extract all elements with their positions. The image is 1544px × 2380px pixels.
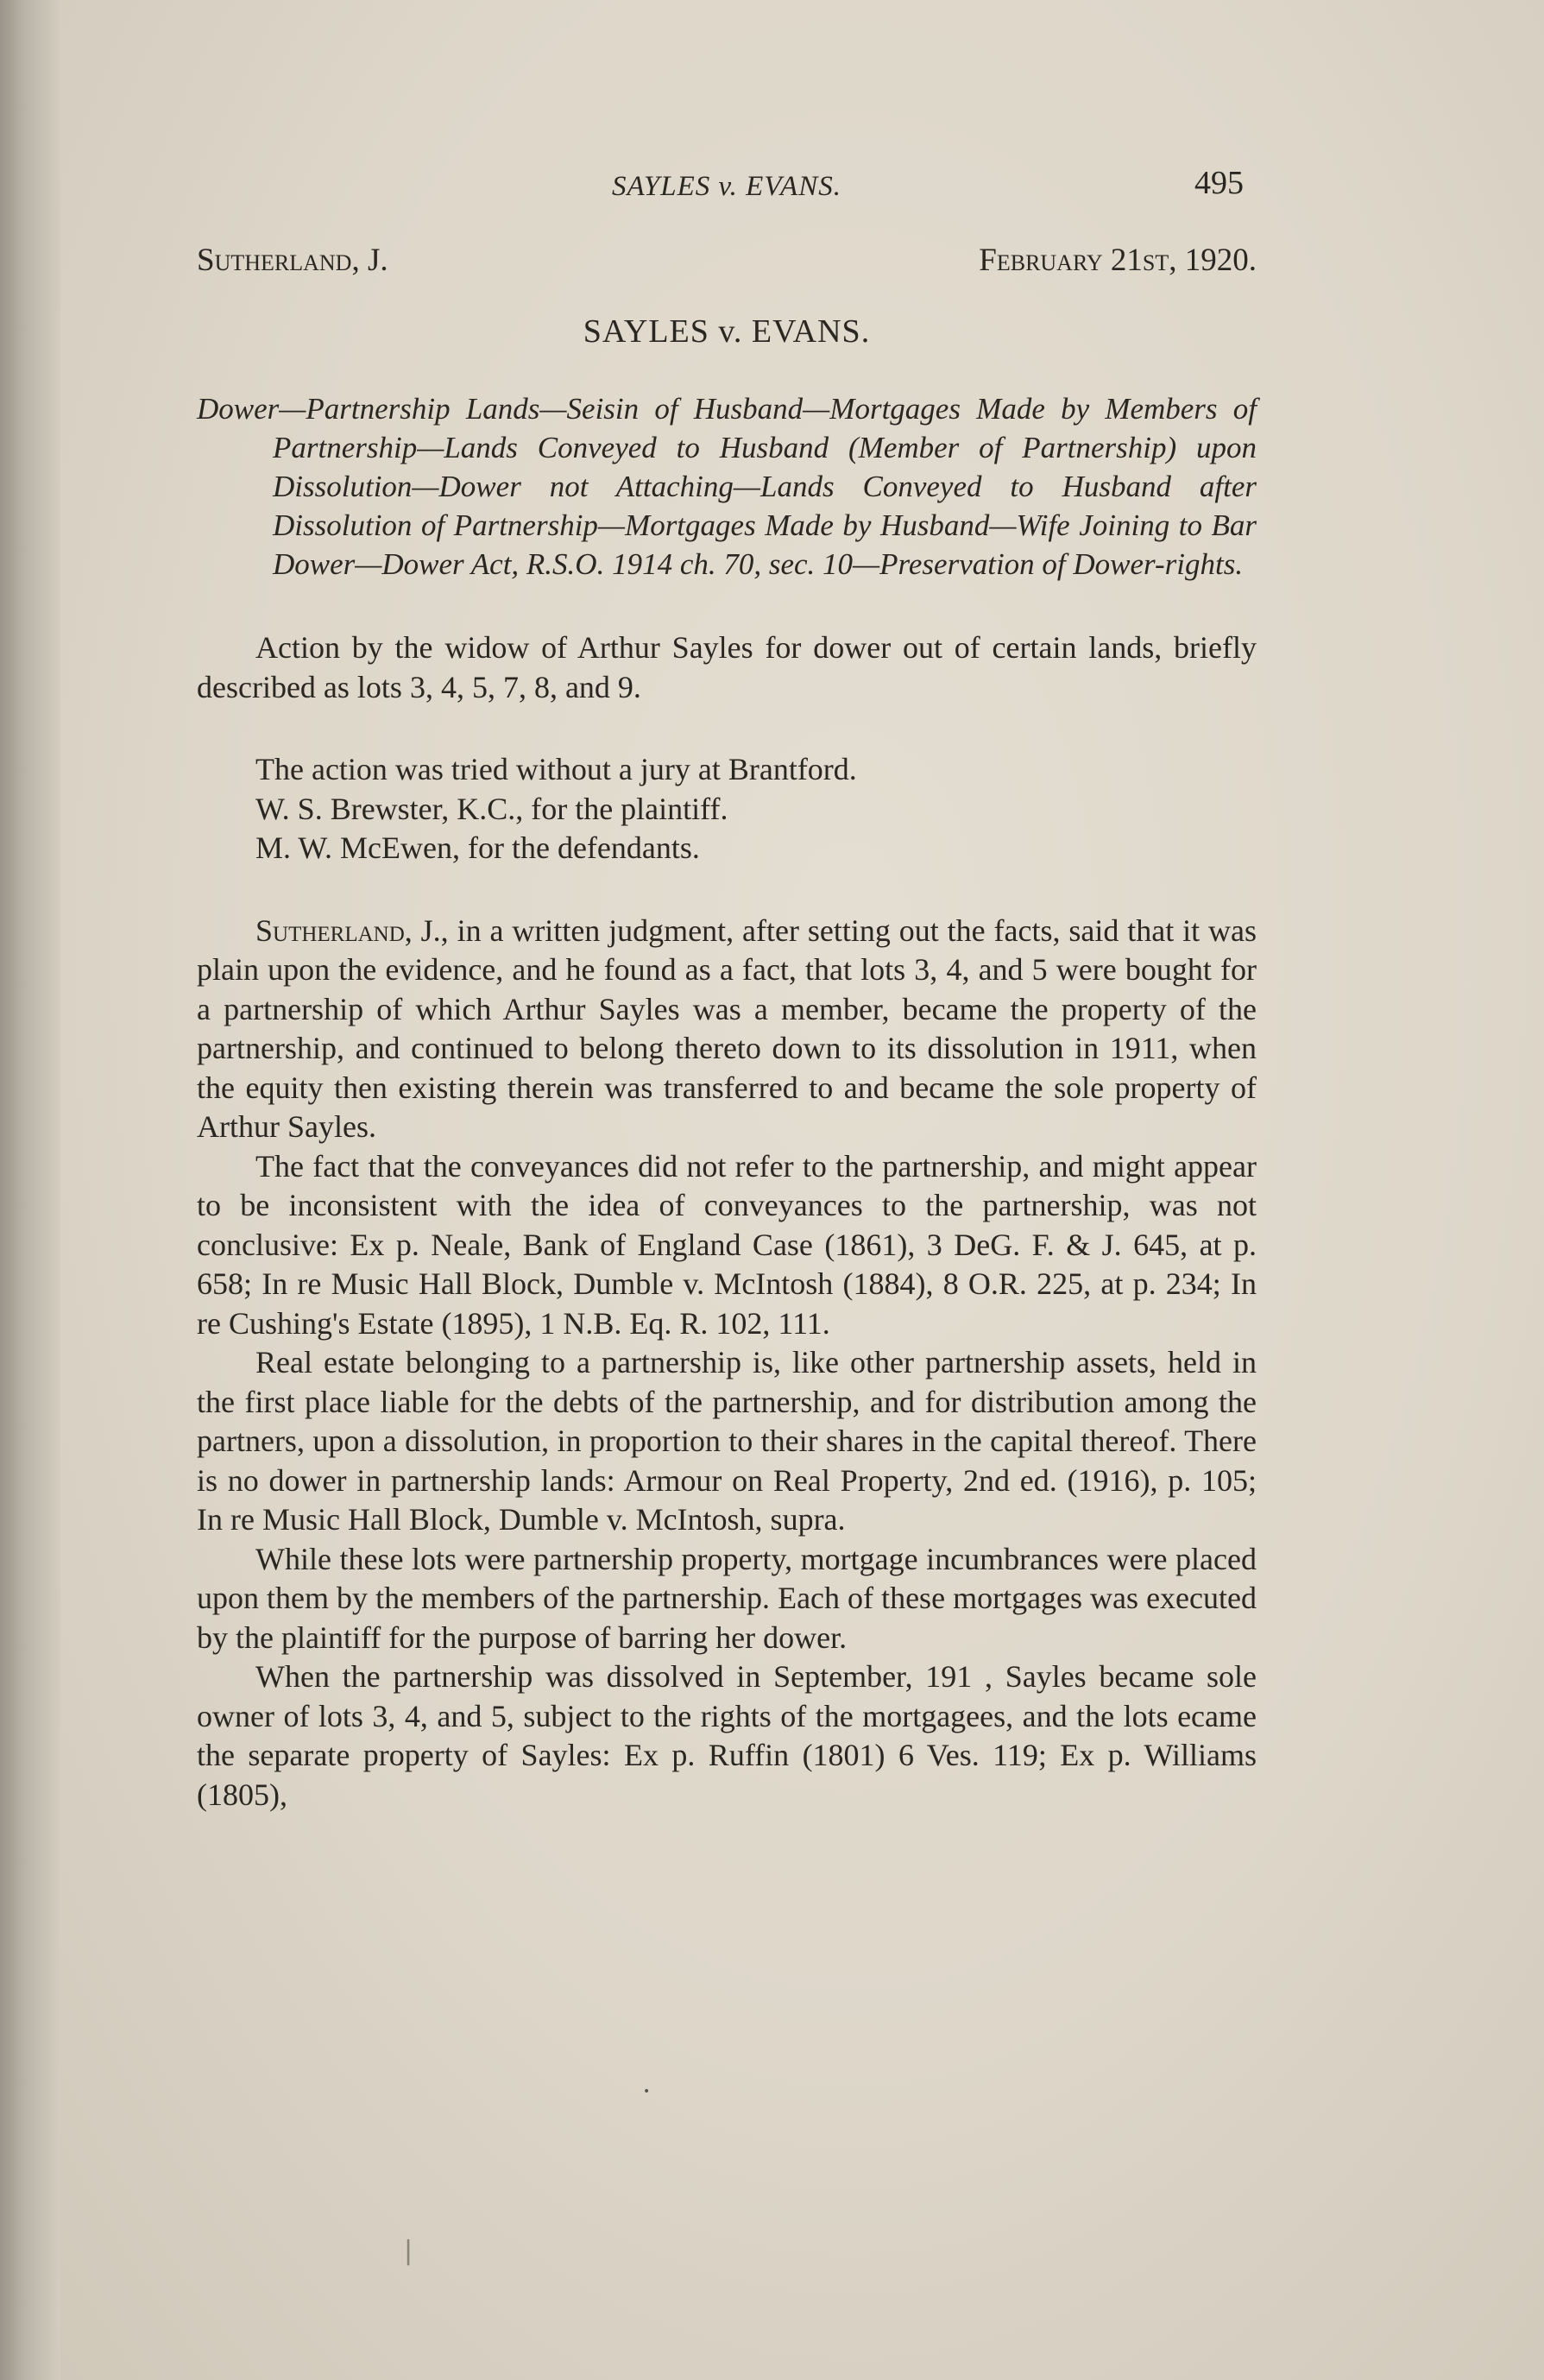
print-speck: • xyxy=(643,2085,651,2099)
headnote: Dower—Partnership Lands—Seisin of Husband—Mortgages Made by Members of Partnership—Lands Conveyed to Husband (Member of Partnership) upon Dissolution—Dower not Attaching—Lands Conveyed to Husband after Dissolution of Partnership—Mortgages Made by Husband—Wife Joining to Bar Dower—Dower Act, R.S.O. 1914 ch. 70, sec. 10—Preservation of Dower-rights. xyxy=(197,392,1257,581)
judgment-paragraph: While these lots were partnership property, mortgage incumbrances were placed upon them by the members of the partnership. Each of these mortgages was executed by the plaintiff for the purpose of barring her dower. xyxy=(197,1541,1257,1655)
trial-venue: The action was tried without a jury at Brantford. xyxy=(255,752,857,786)
judgment-paragraph: Real estate belonging to a partnership is, like other partnership assets, held in the first place liable for the debts of the partnership, and for distribution among the partners, upon a dissolution, in proportion to their shares in the capital thereof. There is no dower in partnership lands: Armour on Real Property, 2nd ed. (1916), p. 105; In re Music Hall Block, Dumble v. McIntosh, supra. xyxy=(197,1345,1257,1537)
print-speck: | xyxy=(404,2236,413,2266)
decision-date: February 21st, 1920. xyxy=(979,243,1257,278)
page-content xyxy=(197,164,1257,1815)
judgment-paragraph: The fact that the conveyances did not refer to the partnership, and might appear to be inconsistent with the idea of conveyances to the partnership, was not conclusive: Ex p. Neale, Bank of England Case (1861), 3 DeG. F. & J. 645, at p. 658; In re Music Hall Block, Dumble v. McIntosh (1884), 8 O.R. 225, at p. 234; In re Cushing's Estate (1895), 1 N.B. Eq. R. 102, 111. xyxy=(197,1148,1257,1341)
intro-paragraph: Action by the widow of Arthur Sayles for dower out of certain lands, briefly described as lots 3, 4, 5, 7, 8, and 9. xyxy=(197,630,1257,704)
judgment-paragraph: When the partnership was dissolved in September, 191 , Sayles became sole owner of lots 3, 4, and 5, subject to the rights of the mortgagees, and the lots ecame the separate property of Sayles: Ex p. Ruffin (1801) 6 Ves. 119; Ex p. Williams (1805), xyxy=(197,1659,1257,1812)
book-spine-shadow xyxy=(0,0,60,2380)
judge-name: Sutherland, J. xyxy=(197,243,388,278)
judgment-paragraph xyxy=(197,912,1257,1147)
defendant-counsel: M. W. McEwen, for the defendants. xyxy=(255,830,700,865)
judge-lead-name: Sutherland xyxy=(255,912,405,948)
judgment xyxy=(197,912,1257,1815)
case-title: SAYLES v. EVANS. xyxy=(583,313,871,350)
judgment-first-text: , J., in a written judgment, after setting out the facts, said that it was plain upon the evidence, and he found as a fact, that lots 3, 4, and 5 were bought for a partnership of which Arthur Sayles was a member, became the property of the partnership, and continued to belong thereto down to its dissolution in 1911, when the equity then existing therein was transferred to and became the sole property of Arthur Sayles. xyxy=(197,912,1257,1144)
trial-details xyxy=(197,750,1257,868)
plaintiff-counsel: W. S. Brewster, K.C., for the plaintiff. xyxy=(255,791,728,826)
running-head xyxy=(197,164,1257,216)
running-title: SAYLES v. EVANS. xyxy=(612,171,841,202)
case-meta xyxy=(197,242,1257,285)
page-number: 495 xyxy=(1194,165,1244,201)
